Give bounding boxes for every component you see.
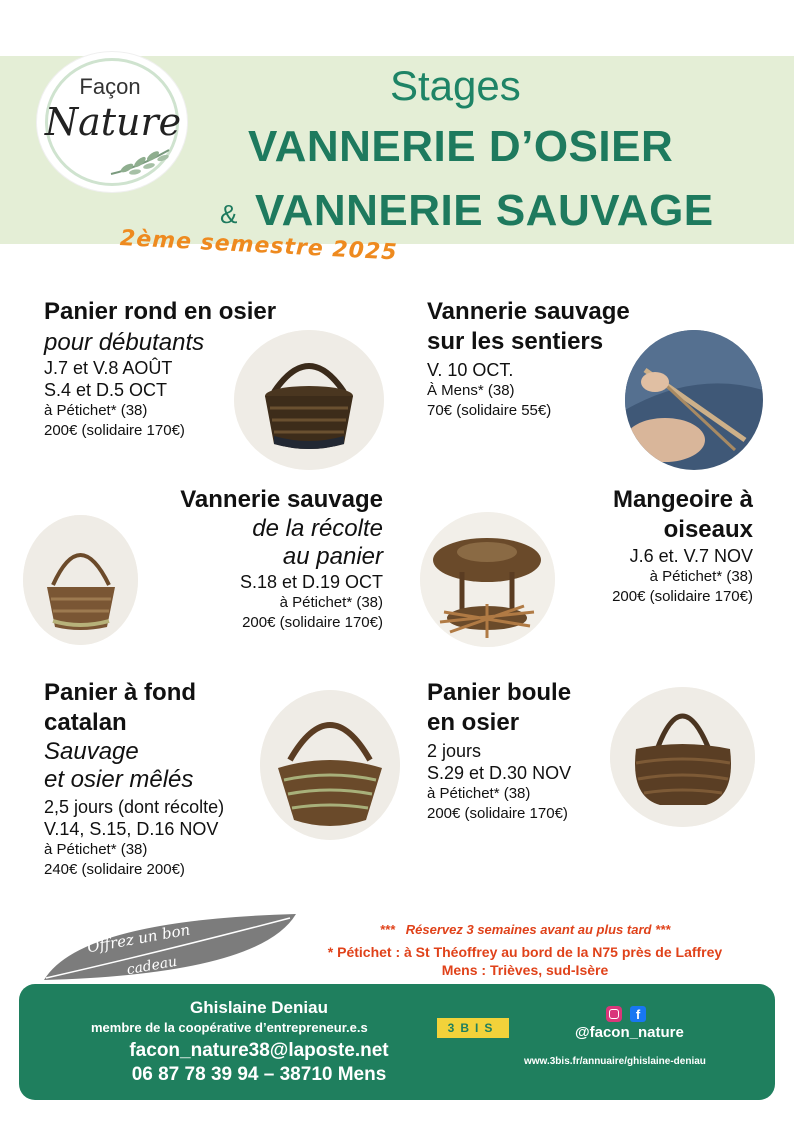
course-date: 2,5 jours (dont récolte): [44, 797, 225, 817]
course-subtitle: et osier mêlés: [44, 766, 194, 793]
petichet-note: * Pétichet : à St Théoffrey au bord de la N75 près de Laffrey: [327, 944, 723, 960]
3bis-logo: 3BIS: [437, 1018, 509, 1038]
title-vannerie-sauvage: VANNERIE SAUVAGE: [255, 186, 714, 235]
course-panier-boule: [427, 678, 571, 824]
social-handle[interactable]: @facon_nature: [575, 1024, 684, 1041]
title-vannerie-osier: VANNERIE D’OSIER: [248, 122, 674, 171]
mens-note: Mens : Trièves, sud-Isère: [441, 962, 609, 978]
reservation-text: Réservez 3 semaines avant au plus tard: [405, 922, 652, 937]
course-price: 240€ (solidaire 200€): [44, 861, 185, 878]
course-title: Panier rond en osier: [44, 298, 277, 325]
course-subtitle: au panier: [282, 543, 383, 570]
course-subtitle: Sauvage: [44, 738, 139, 765]
course-vannerie-sentiers: [427, 297, 630, 421]
facon-nature-logo: [37, 52, 187, 192]
course-title: Mangeoire à: [612, 486, 753, 513]
course-price: 70€ (solidaire 55€): [427, 402, 552, 419]
course-title: catalan: [44, 709, 127, 736]
photo-mangeoire: [420, 512, 555, 647]
course-date: S.29 et D.30 NOV: [427, 763, 572, 783]
course-title: Panier boule: [427, 679, 572, 706]
logo-text-nature: Nature: [44, 100, 182, 144]
semester-label: 2ème semestre 2025: [119, 226, 399, 266]
email-link[interactable]: facon_nature38@laposte.net: [129, 1040, 389, 1061]
logo-text-facon: Façon: [79, 74, 141, 99]
reservation-notice: [290, 922, 760, 937]
course-price: 200€ (solidaire 170€): [242, 614, 383, 631]
phone-address: 06 87 78 39 94 – 38710 Mens: [131, 1064, 387, 1085]
title-stages: Stages: [390, 62, 521, 109]
course-subtitle: pour débutants: [44, 329, 205, 356]
instagram-icon[interactable]: [606, 1006, 622, 1022]
course-date: V. 10 OCT.: [427, 360, 514, 380]
course-place: à Pétichet* (38): [44, 402, 148, 419]
title-ampersand: &: [220, 199, 238, 229]
contact-name: Ghislaine Deniau: [190, 998, 328, 1017]
photo-panier-rond: [234, 330, 384, 470]
course-date: V.14, S.15, D.16 NOV: [44, 819, 219, 839]
course-price: 200€ (solidaire 170€): [44, 422, 185, 439]
course-subtitle: de la récolte: [252, 515, 383, 542]
course-place: à Pétichet* (38): [649, 568, 753, 585]
gift-line-2: cadeau: [125, 953, 179, 979]
photo-panier-recolte: [23, 515, 138, 645]
photo-panier-boule: [610, 687, 755, 827]
course-place: à Pétichet* (38): [44, 841, 148, 858]
photo-panier-catalan: [260, 690, 400, 840]
olive-branch-icon: [107, 144, 177, 180]
course-date: S.18 et D.19 OCT: [239, 572, 383, 592]
contact-footer: [19, 984, 775, 1100]
facebook-icon[interactable]: f: [630, 1006, 646, 1022]
course-mangeoire: [560, 485, 753, 607]
course-date: S.4 et D.5 OCT: [44, 380, 168, 400]
course-date: J.7 et V.8 AOÛT: [44, 358, 173, 378]
course-date: J.6 et. V.7 NOV: [629, 546, 753, 566]
course-place: à Pétichet* (38): [279, 594, 383, 611]
course-title: Panier à fond: [44, 679, 197, 706]
course-vannerie-recolte: [120, 485, 383, 633]
cooperative-membership: membre de la coopérative d’entrepreneur.e.s: [91, 1020, 368, 1035]
website-link[interactable]: www.3bis.fr/annuaire/ghislaine-deniau: [524, 1056, 706, 1067]
course-price: 200€ (solidaire 170€): [612, 588, 753, 605]
course-place: À Mens* (38): [427, 382, 515, 399]
stars-right: ***: [655, 922, 671, 937]
gift-voucher-badge[interactable]: [40, 912, 298, 984]
course-title: en osier: [427, 709, 520, 736]
course-title: sur les sentiers: [427, 328, 604, 355]
stars-left: ***: [379, 922, 395, 937]
course-panier-catalan: [44, 678, 224, 880]
course-title: Vannerie sauvage: [180, 486, 383, 513]
gift-line-1: Offrez un bon: [85, 920, 192, 957]
course-place: à Pétichet* (38): [427, 785, 531, 802]
course-date: 2 jours: [427, 741, 482, 761]
course-title: oiseaux: [663, 516, 753, 543]
course-price: 200€ (solidaire 170€): [427, 805, 568, 822]
course-title: Vannerie sauvage: [427, 298, 630, 325]
photo-sentiers: [625, 330, 763, 470]
